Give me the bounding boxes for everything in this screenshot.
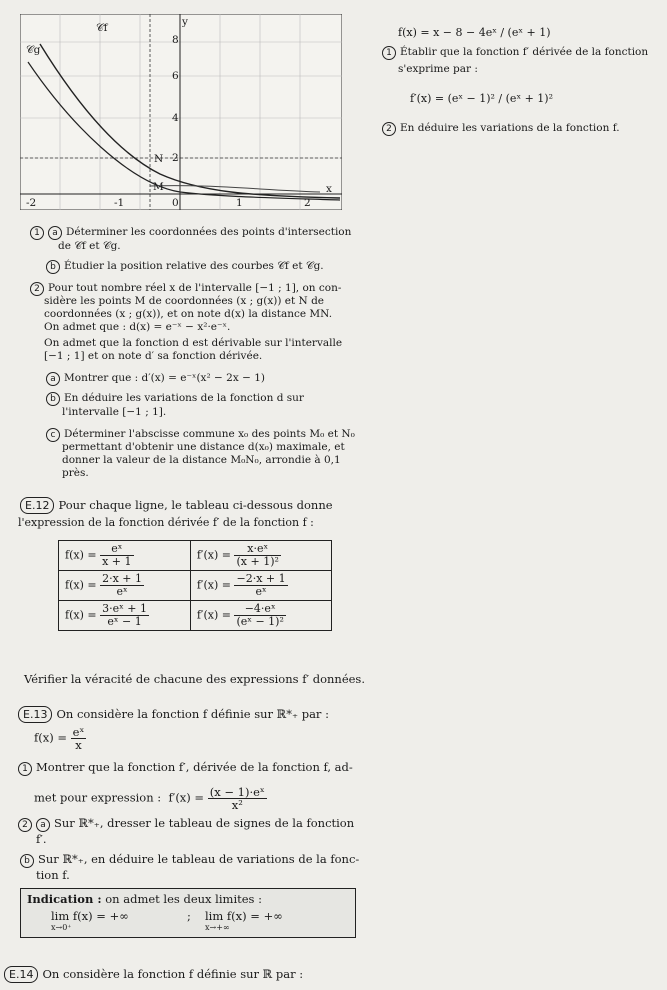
x-tick-m2: -2	[26, 197, 37, 209]
e13-q1-text: Montrer que la fonction f′, dérivée de la fonction f, ad-	[36, 760, 353, 774]
marker-b: b	[46, 392, 60, 406]
qb-cont: l'intervalle [−1 ; 1].	[62, 406, 167, 418]
right-q2-text: En déduire les variations de la fonction f.	[400, 122, 620, 134]
indication-text: on admet les deux limites :	[105, 892, 262, 906]
e12-line2: l'expression de la fonction dérivée f′ de la fonction f :	[18, 516, 314, 529]
derivative-table	[58, 540, 332, 631]
table-cell-f: f(x) = $\frac{\text{eˣ}}{x + 1}$	[59, 541, 191, 571]
limit-1-sub: x→0⁺	[51, 923, 72, 932]
e13-q2b-text: Sur ℝ*₊, en déduire le tableau de variations de la fonc-	[38, 852, 360, 866]
marker-a: a	[36, 818, 50, 832]
right-q1-text: Établir que la fonction f′ dérivée de la fonction	[400, 46, 649, 58]
table-row	[59, 541, 332, 571]
qb-text: En déduire les variations de la fonction d sur	[64, 392, 304, 404]
e13-q2a-text: Sur ℝ*₊, dresser le tableau de signes de la fonction	[54, 816, 355, 830]
indication-box	[20, 888, 356, 938]
q2-line2: sidère les points M de coordonnées (x ; g(x)) et N de	[44, 295, 325, 307]
qc	[46, 428, 355, 442]
marker-2: 2	[30, 282, 44, 296]
marker-2: 2	[382, 122, 396, 136]
e13-q1-cont: met pour expression : f′(x) = $\frac{\text{(x − 1)·eˣ}}{\text{x²}}$	[34, 785, 265, 812]
e14-line1	[4, 966, 303, 983]
e12-line1	[20, 497, 333, 514]
marker-2: 2	[18, 818, 32, 832]
q2-line6: [−1 ; 1] et on note d′ sa fonction dérivée.	[44, 350, 263, 362]
table-row	[59, 571, 332, 601]
marker-a: a	[46, 372, 60, 386]
right-f-definition: f(x) = x − 8 − 4eˣ / (eˣ + 1)	[398, 26, 551, 39]
e13-fdef: f(x) = $\frac{\text{eˣ}}{x}$	[34, 725, 85, 752]
qa	[46, 372, 265, 386]
y-tick-8: 8	[172, 34, 179, 46]
marker-1: 1	[382, 46, 396, 60]
x-tick-1: 1	[236, 197, 243, 209]
table-row	[59, 601, 332, 631]
e13-q2b-cont: tion f.	[36, 868, 70, 882]
q1b-text: Étudier la position relative des courbes 𝒞f et 𝒞g.	[64, 260, 324, 272]
right-q2	[382, 122, 620, 136]
e13-q1	[18, 760, 353, 776]
e13-line1	[18, 706, 329, 723]
limit-sep: ;	[187, 909, 191, 923]
q2-line3: coordonnées (x ; g(x)), et on note d(x) la distance MN.	[44, 308, 333, 320]
qc-line2: permettant d'obtenir une distance d(x₀) maximale, et	[62, 441, 345, 453]
qc-line3: donner la valeur de la distance M₀N₀, arrondie à 0,1	[62, 454, 341, 466]
curve-label-cg: 𝒞g	[26, 44, 41, 56]
e12-tag: E.12	[20, 497, 54, 514]
limit-1: lim f(x) = +∞	[51, 909, 129, 923]
q2-line4: On admet que : d(x) = e⁻ˣ − x²·e⁻ˣ.	[44, 321, 231, 333]
table-cell-fprime: f′(x) = $\frac{\text{x·eˣ}}{\text{(x + 1)²}}$	[190, 541, 331, 571]
right-fprime: f′(x) = (eˣ − 1)² / (eˣ + 1)²	[410, 92, 554, 105]
point-m-label: M	[153, 181, 164, 193]
q1b	[46, 260, 324, 274]
qa-text: Montrer que : d′(x) = e⁻ˣ(x² − 2x − 1)	[64, 372, 266, 384]
e12-l1-text: Pour chaque ligne, le tableau ci-dessous donne	[58, 498, 333, 512]
x-tick-m1: -1	[114, 197, 125, 209]
qc-line4: près.	[62, 467, 89, 479]
q1a-text: Déterminer les coordonnées des points d'intersection	[66, 226, 352, 238]
table-cell-f: f(x) = $\frac{\text{3·eˣ + 1}}{\text{eˣ − 1}}$	[59, 601, 191, 631]
y-axis-label: y	[182, 16, 188, 28]
q2-l1-text: Pour tout nombre réel x de l'intervalle [−1 ; 1], on con-	[48, 282, 342, 294]
marker-a: a	[48, 226, 62, 240]
marker-b: b	[20, 854, 34, 868]
q1a-cont: de 𝒞f et 𝒞g.	[58, 240, 121, 252]
qc-text: Déterminer l'abscisse commune x₀ des points M₀ et N₀	[64, 428, 355, 440]
e13-tag: E.13	[18, 706, 52, 723]
q2-line1	[30, 282, 341, 296]
e14-l1-text: On considère la fonction f définie sur ℝ par :	[42, 967, 304, 981]
y-tick-4: 4	[172, 112, 179, 124]
indication-title: Indication :	[27, 892, 102, 906]
marker-1: 1	[30, 226, 44, 240]
table-cell-f: f(x) = $\frac{2\cdot x + 1}{\text{eˣ}}$	[59, 571, 191, 601]
right-q1-cont: s'exprime par :	[398, 63, 478, 75]
e12-verify: Vérifier la véracité de chacune des expressions f′ données.	[24, 672, 365, 686]
e13-q2a	[18, 816, 354, 832]
point-n-label: N	[154, 153, 164, 165]
q2-line5: On admet que la fonction d est dérivable sur l'intervalle	[44, 337, 343, 349]
limit-2-sub: x→+∞	[205, 923, 230, 932]
x-axis-label: x	[326, 183, 332, 195]
right-q1	[382, 46, 648, 60]
q1a	[30, 226, 351, 240]
e13-l1-text: On considère la fonction f définie sur ℝ*₊ par :	[56, 707, 329, 721]
x-tick-2: 2	[304, 197, 311, 209]
marker-c: c	[46, 428, 60, 442]
x-tick-0: 0	[172, 197, 179, 209]
function-graph	[20, 14, 342, 210]
marker-b: b	[46, 260, 60, 274]
curve-label-cf: 𝒞f	[96, 22, 108, 34]
marker-1: 1	[18, 762, 32, 776]
table-cell-fprime: f′(x) = $\frac{\text{−4·eˣ}}{\text{(eˣ − 1)²}}$	[190, 601, 331, 631]
qb	[46, 392, 304, 406]
indication-header	[27, 892, 262, 907]
table-cell-fprime: f′(x) = $\frac{-2\cdot x + 1}{\text{eˣ}}$	[190, 571, 331, 601]
e13-q2b	[20, 852, 359, 868]
e13-q2a-cont: f′.	[36, 832, 47, 846]
limit-2: lim f(x) = +∞	[205, 909, 283, 923]
y-tick-2: 2	[172, 152, 179, 164]
y-tick-6: 6	[172, 70, 179, 82]
e14-tag: E.14	[4, 966, 38, 983]
